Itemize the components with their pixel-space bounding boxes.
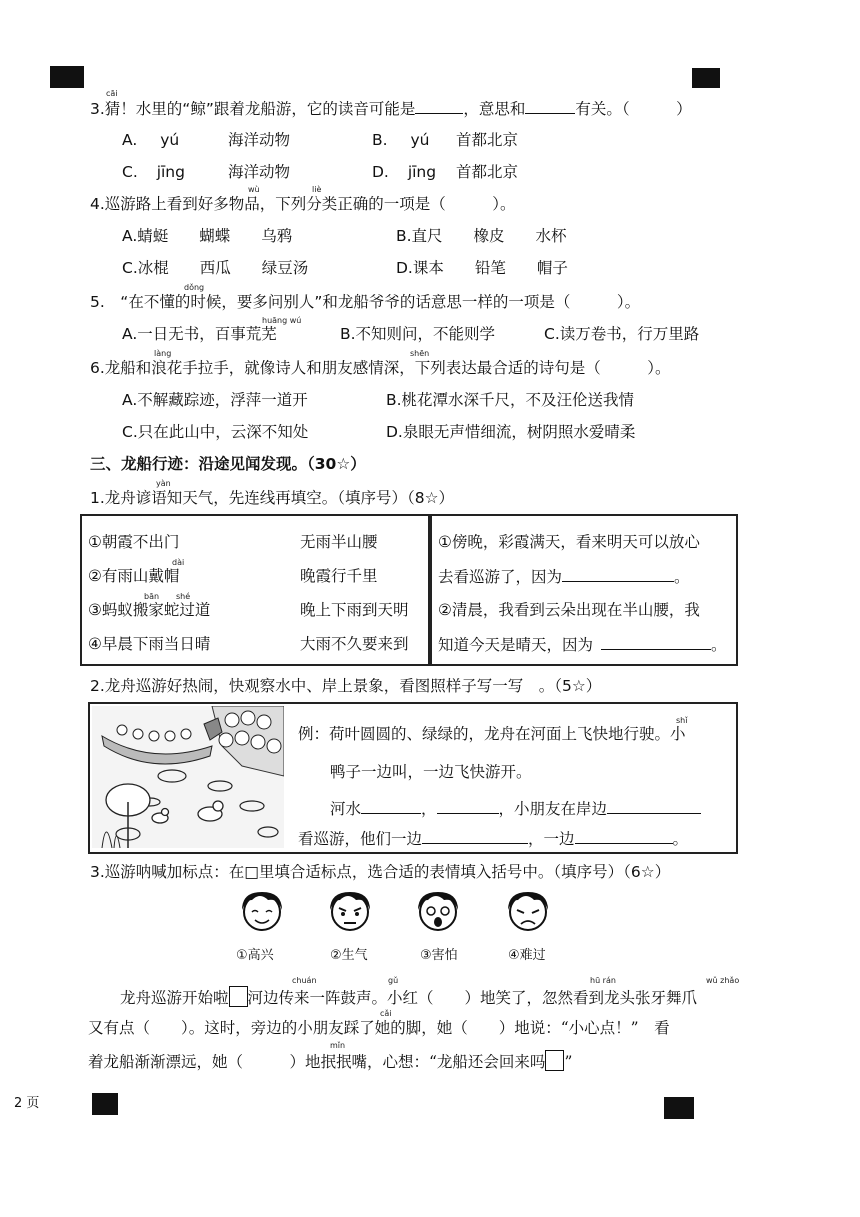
angry-face-icon bbox=[326, 888, 374, 938]
happy-face-icon bbox=[238, 888, 286, 938]
proverb-left[interactable]: ③蚂蚁搬家蛇过道 bbox=[88, 601, 211, 619]
sad-face-icon bbox=[504, 888, 552, 938]
option-label: B. bbox=[372, 131, 388, 149]
answer-blank[interactable] bbox=[437, 798, 499, 814]
paragraph-text: 河边传来一阵鼓声。小红（ ）地笑了，忽然看到龙头张牙舞爪 bbox=[247, 989, 698, 1007]
writing-text: ，一边 bbox=[528, 830, 575, 848]
answer-blank[interactable] bbox=[607, 798, 701, 814]
registration-mark bbox=[692, 68, 720, 88]
writing-line bbox=[298, 828, 688, 849]
pinyin: yàn bbox=[156, 479, 171, 488]
scared-face-icon bbox=[414, 888, 462, 938]
answer-blank[interactable] bbox=[361, 798, 421, 814]
pinyin: dài bbox=[172, 558, 185, 567]
answer-blank[interactable] bbox=[525, 98, 575, 114]
proverb-left[interactable]: ②有雨山戴帽 bbox=[88, 567, 180, 585]
paragraph-text: 龙舟巡游开始啦 bbox=[120, 989, 229, 1007]
option-pinyin: jīng bbox=[407, 163, 437, 181]
option-pinyin: jīng bbox=[156, 163, 185, 181]
writing-text: 。 bbox=[672, 830, 689, 848]
proverb-left[interactable]: ④早晨下雨当日晴 bbox=[88, 635, 211, 653]
question-6: 6.龙船和浪花手拉手，就像诗人和朋友感情深，下列表达最合适的诗句是（ ）。 bbox=[90, 359, 671, 377]
answer-blank[interactable] bbox=[415, 98, 463, 114]
option-meaning: 首都北京 bbox=[456, 163, 519, 181]
option-c[interactable]: C.读万卷书，行万里路 bbox=[544, 325, 700, 343]
option-label: A. bbox=[122, 131, 138, 149]
pinyin: gǔ bbox=[388, 976, 399, 985]
option-a[interactable]: A.不解藏踪迹，浮萍一道开 bbox=[122, 391, 308, 409]
fill-text: 知道今天是晴天，因为 bbox=[438, 636, 594, 654]
paragraph-line bbox=[88, 1050, 572, 1072]
pinyin: cāi bbox=[106, 89, 118, 98]
pinyin: huāng wú bbox=[262, 316, 302, 325]
option-b[interactable]: B.桃花潭水深千尺，不及汪伦送我情 bbox=[386, 391, 635, 409]
registration-mark bbox=[50, 66, 84, 88]
writing-text: ， bbox=[421, 800, 437, 818]
pinyin: dǒng bbox=[184, 283, 205, 292]
option-b[interactable]: B.直尺 橡皮 水杯 bbox=[396, 227, 567, 245]
option-a[interactable]: A.一日无书，百事荒芜 bbox=[122, 325, 277, 343]
proverb-right[interactable]: 无雨半山腰 bbox=[300, 533, 378, 551]
section-title: 三、龙船行迹：沿途见闻发现。（30☆） bbox=[90, 455, 366, 473]
pinyin: bān bbox=[144, 592, 160, 601]
writing-line bbox=[330, 798, 701, 819]
answer-blank[interactable] bbox=[422, 828, 528, 844]
proverb-right[interactable]: 晚上下雨到天明 bbox=[300, 601, 409, 619]
period: 。 bbox=[674, 568, 690, 586]
writing-text: ，小朋友在岸边 bbox=[498, 800, 608, 818]
option-label: C. bbox=[122, 163, 138, 181]
fill-sentence: ②清晨，我看到云朵出现在半山腰，我 bbox=[438, 601, 700, 619]
face-label: ③害怕 bbox=[420, 948, 458, 963]
registration-mark bbox=[92, 1093, 118, 1115]
pinyin: chuán bbox=[292, 976, 317, 985]
pinyin: shēn bbox=[410, 349, 430, 358]
option-meaning: 海洋动物 bbox=[228, 163, 291, 181]
pinyin: hū rán bbox=[590, 976, 616, 985]
s3-question-3: 3.巡游呐喊加标点：在□里填合适标点，选合适的表情填入括号中。（填序号）（6☆） bbox=[90, 863, 671, 881]
pinyin: shé bbox=[176, 592, 191, 601]
pinyin: cǎi bbox=[380, 1009, 392, 1018]
pinyin: wù bbox=[248, 185, 260, 194]
option-meaning: 首都北京 bbox=[456, 131, 519, 149]
pinyin: mǐn bbox=[330, 1041, 346, 1050]
example-line: 例：荷叶圆圆的、绿绿的，龙舟在河面上飞快地行驶。小 bbox=[298, 725, 686, 743]
paragraph-line bbox=[120, 986, 697, 1008]
paragraph-line: 又有点（ ）。这时，旁边的小朋友踩了她的脚，她（ ）地说：“小心点！” 看 bbox=[88, 1019, 670, 1037]
pinyin: wǔ zhǎo bbox=[706, 976, 740, 985]
question-3-prefix: 3.猜！水里的“鲸”跟着龙船游，它的读音可能是 bbox=[90, 100, 416, 118]
option-pinyin: yú bbox=[410, 131, 430, 149]
option-a[interactable] bbox=[122, 130, 291, 150]
option-c[interactable]: C.只在此山中，云深不知处 bbox=[122, 423, 309, 441]
answer-blank[interactable] bbox=[575, 828, 673, 844]
punctuation-box[interactable] bbox=[229, 986, 248, 1007]
punctuation-box[interactable] bbox=[545, 1050, 564, 1071]
fill-text: 去看巡游了，因为 bbox=[438, 568, 563, 586]
pinyin: làng bbox=[154, 349, 172, 358]
face-label: ②生气 bbox=[330, 948, 368, 963]
writing-text: 河水 bbox=[330, 800, 362, 818]
question-4: 4.巡游路上看到好多物品，下列分类正确的一项是（ ）。 bbox=[90, 195, 516, 213]
pinyin: liè bbox=[312, 185, 322, 194]
answer-blank[interactable] bbox=[601, 634, 711, 650]
paragraph-text: ” bbox=[564, 1053, 573, 1071]
pinyin: shǐ bbox=[676, 716, 688, 725]
question-3 bbox=[90, 98, 692, 119]
option-c[interactable] bbox=[122, 162, 291, 182]
proverb-left[interactable]: ①朝霞不出门 bbox=[88, 533, 180, 551]
question-3-suffix: 有关。（ ） bbox=[575, 100, 692, 118]
fill-sentence bbox=[438, 566, 690, 587]
face-label: ①高兴 bbox=[236, 948, 274, 963]
page-number: 2 页 bbox=[14, 1096, 40, 1111]
option-meaning: 海洋动物 bbox=[228, 131, 291, 149]
option-d[interactable] bbox=[372, 162, 519, 182]
face-label: ④难过 bbox=[508, 948, 546, 963]
proverb-right[interactable]: 大雨不久要来到 bbox=[300, 635, 409, 653]
period: 。 bbox=[711, 636, 727, 654]
answer-blank[interactable] bbox=[562, 566, 674, 582]
paragraph-text: 着龙船渐渐漂远，她（ ）地抿抿嘴，心想：“龙船还会回来吗 bbox=[88, 1053, 546, 1071]
s3-question-1: 1.龙舟谚语知天气，先连线再填空。（填序号）（8☆） bbox=[90, 489, 455, 507]
example-line: 鸭子一边叫，一边飞快游开。 bbox=[330, 763, 532, 781]
fill-sentence: ①傍晚，彩霞满天，看来明天可以放心 bbox=[438, 533, 700, 551]
fill-sentence bbox=[438, 634, 727, 655]
option-label: D. bbox=[372, 163, 389, 181]
option-a[interactable]: A.蜻蜓 蝴蝶 乌鸦 bbox=[122, 227, 293, 245]
dragon-boat-illustration bbox=[92, 706, 284, 848]
option-d[interactable]: D.课本 铅笔 帽子 bbox=[396, 259, 568, 277]
registration-mark bbox=[664, 1097, 694, 1119]
option-pinyin: yú bbox=[160, 131, 180, 149]
option-d[interactable]: D.泉眼无声惜细流，树阴照水爱晴柔 bbox=[386, 423, 636, 441]
writing-text: 看巡游，他们一边 bbox=[298, 830, 423, 848]
question-3-mid: ，意思和 bbox=[463, 100, 526, 118]
question-5: 5. “在不懂的时候，要多问别人”和龙船爷爷的话意思一样的一项是（ ）。 bbox=[90, 293, 641, 311]
s3-question-2: 2.龙舟巡游好热闹，快观察水中、岸上景象，看图照样子写一写 。（5☆） bbox=[90, 677, 602, 695]
option-b[interactable]: B.不知则问，不能则学 bbox=[340, 325, 496, 343]
proverb-right[interactable]: 晚霞行千里 bbox=[300, 567, 378, 585]
option-b[interactable] bbox=[372, 130, 519, 150]
option-c[interactable]: C.冰棍 西瓜 绿豆汤 bbox=[122, 259, 309, 277]
